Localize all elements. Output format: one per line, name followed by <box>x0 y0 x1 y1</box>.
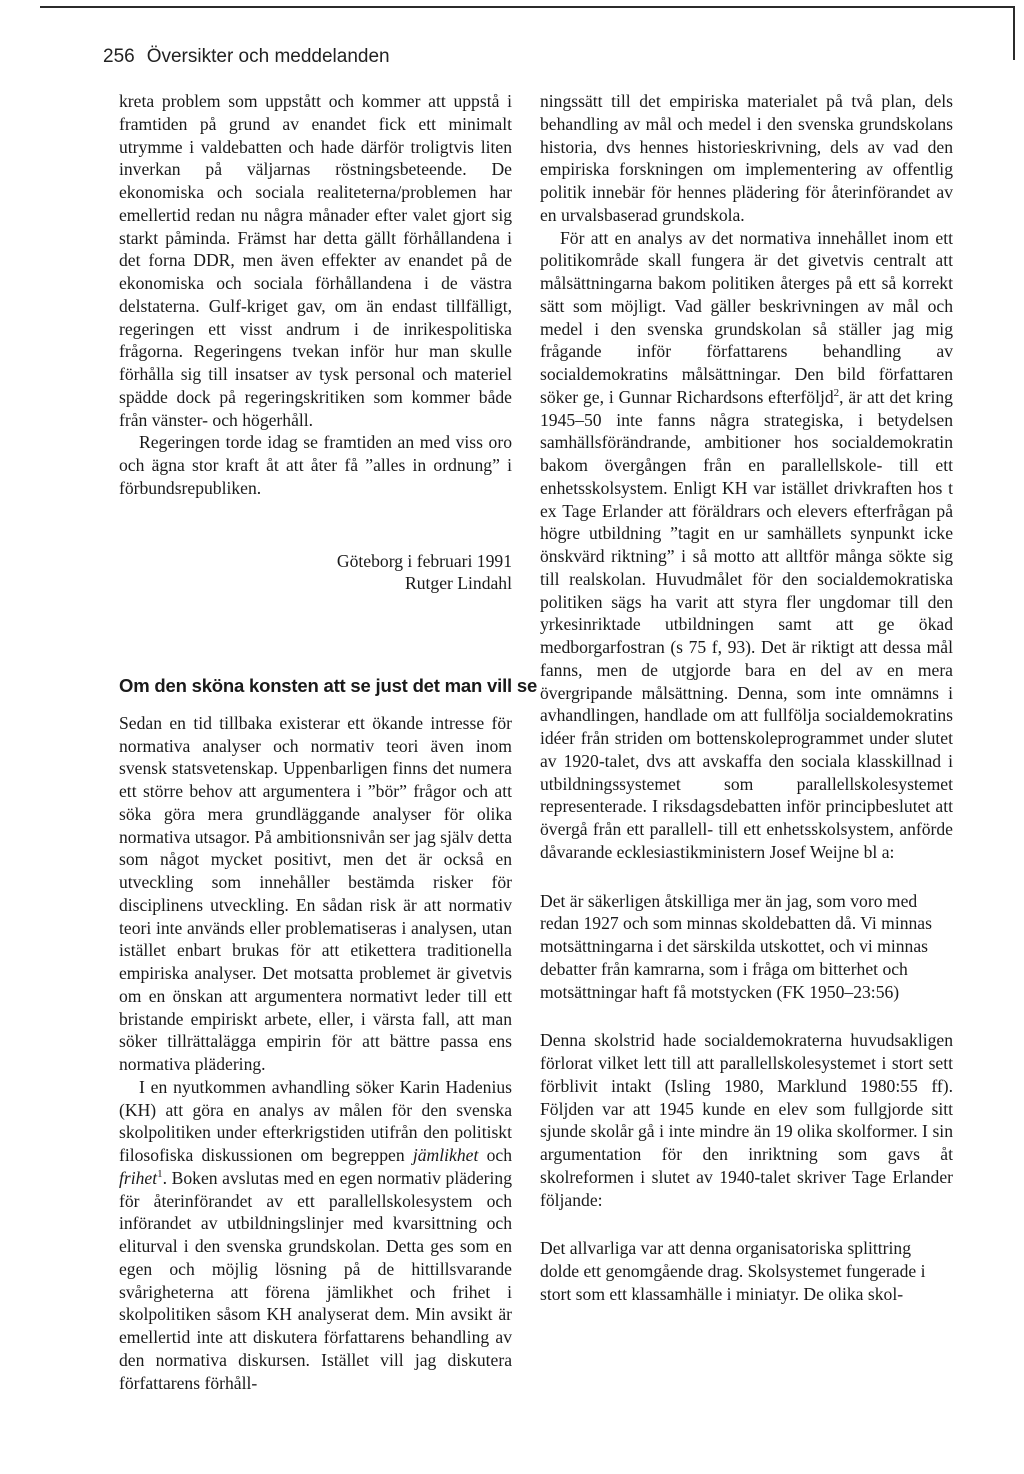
block-quote-1: Det är säkerligen åtskilliga mer än jag, som voro med redan 1927 och som minnas skoldebatten då. Vi minnas motsättningarna i det särskilda utskottet, och vi minnas debatter från kamrarna, som i fråga om bitterhet och motsättningar haft få motstycken (FK 1950–23:56) <box>540 890 932 1002</box>
right-paragraph-1: ningssätt till det empiriska materialet på två plan, dels behandling av mål och medel i den svenska grundskolans historia, dvs hennes historieskrivning, dels av vad den empiriska forskningen om implementering av offentlig politik innebär för hennes plädering för återinförandet av en urvalsbaserad grundskola. <box>540 91 953 225</box>
left-column <box>119 90 538 1394</box>
text-run: , är att det kring 1945–50 inte fanns några strategiska, i betydelsen samhällsförändrande, ambitioner hos socialdemokratin bakom övergången från en parallellskole- till ett enhetsskolsystem. Enligt KH var istället drivkraften hos t ex Tage Erlander att föräldrars och elevers efterfrågan på högre utbildning ”tagit en ur samhällets synpunkt icke önskvärd riktning” i så motto att alltför många sökte sig till realskolan. Huvudmålet för den socialdemokratiska politiken sägs ha varit att styra fler ungdomar till den yrkesinriktade utbildningen samt att ge ökad medborgarfostran (s 75 f, 93). Det är riktigt att dessa mål fanns, men de utgjorde bara en del av en mera övergripande målsättning. Denna, som inte omnämns i avhandlingen, handlade om att fullfölja socialdemokratins idéer från striden om bottenskoleprogrammet under slutet av 1920-talet, dvs att avskaffa den sociala klasskillnad i utbildningssystemet som parallellskolesystemet representerade. I riksdagsdebatten inför principbeslutet att övergå från ett parallell- till ett enhetsskolsystem, anförde dåvarande ecklesiastikministern Josef Weijne bl a: <box>540 386 953 862</box>
spacer <box>540 1211 953 1237</box>
signoff-author: Rutger Lindahl <box>404 573 512 594</box>
signoff <box>119 550 512 596</box>
section-title: Översikter och meddelanden <box>146 46 390 67</box>
left-paragraph-4 <box>119 1076 512 1395</box>
footnote-marker-2: 2 <box>833 386 840 399</box>
right-paragraph-2 <box>540 227 953 864</box>
text-run: . Boken avslutas med en egen normativ plädering för återinförandet av ett parallellskolesystem och införandet av utbildningslinjer med kvarsittning och eliturval i den svenska grundskolan. Detta ges som en egen och möjlig lösning på de hittillsvarande svårigheterna att förena jämlikhet och frihet i skolpolitiken såsom KH analyserat dem. Min avsikt är emellertid inte att diskutera författarens behandling av den normativa diskursen. Istället vill jag diskutera författarens förhåll- <box>119 1167 512 1393</box>
left-paragraph-3: Sedan en tid tillbaka existerar ett ökande intresse för normativa analyser och normativ teori även inom svensk statsvetenskap. Uppenbarligen finns det numera ett större behov att argumentera i ”bör” frågor och att söka göra mera grundläggande analyser för olika normativa utsagor. På ambitionsnivån ser jag själv detta som något mycket positivt, men det är också en utveckling som innehåller bestämda risker för disciplinens utveckling. En sådan risk är att normativ teori inte används eller problematiseras i analysen, utan istället enbart brukas för att etikettera traditionella empiriska analyser. Det motsatta problemet är givetvis om en önskan att argumentera normativt leder till ett bristande empiriskt arbete, eller, i värsta fall, att man söker tillrättalägga empirin för att bättre passa ens normativa plädering. <box>119 712 512 1074</box>
right-column <box>540 90 953 1306</box>
left-paragraph-2: Regeringen torde idag se framtiden an med viss oro och ägna stor kraft åt att åter få ”alles in ordnung” i förbundsrepubliken. <box>119 432 512 498</box>
page-number: 256 <box>103 46 135 67</box>
top-rule <box>40 6 1015 8</box>
spacer <box>540 1003 953 1029</box>
spacer <box>540 864 953 890</box>
signoff-place-date: Göteborg i februari 1991 <box>336 550 512 571</box>
left-paragraph-1: kreta problem som uppstått och kommer att uppstå i framtiden på grund av enandet fick ett minimalt utrymme i valdebatten och hade därför troligtvis liten inverkan på väljarnas röstningsbeteende. De ekonomiska och sociala realiteterna/problemen har emellertid redan nu några månader efter valet gjort sig starkt påminda. Främst har detta gällt förhållandena i det forna DDR, men även effekter av enandet på de ekonomiska och sociala förhållandena i de västra delstaterna. Gulf-kriget gav, om än endast tillfälligt, regeringen ett visst andrum i de inrikespolitiska frågorna. Regeringens tvekan inför hur man skulle förhålla sig till insatser av tysk personal och materiel spädde dock på regeringskritiken som kommer både från vänster- och högerhåll. <box>119 91 512 430</box>
right-edge-rule <box>1013 6 1015 60</box>
text-run: För att en analys av det normativa innehållet inom ett politikområde skall fungera är det givetvis centralt att målsättningarna bakom politiken återges på ett så korrekt sätt som möjligt. Vad gäller beskrivningen av mål och medel i den svenska grundskolan så ställer jag mig frågande inför författarens behandling av socialdemokratins målsättningar. Den bild författaren söker ge, i Gunnar Richardsons efterföljd <box>540 227 953 407</box>
footnote-marker-1: 1 <box>157 1167 163 1180</box>
term-frihet: frihet <box>119 1167 158 1188</box>
term-jamlikhet: jämlikhet <box>412 1145 479 1165</box>
text-run: och <box>478 1145 512 1165</box>
block-quote-2: Det allvarliga var att denna organisatoriska splittring dolde ett genomgående drag. Skolsystemet fungerade i stort som ett klassamhälle i miniatyr. De olika skol- <box>540 1238 926 1304</box>
right-paragraph-3: Denna skolstrid hade socialdemokraterna huvudsakligen förlorat vilket lett till att parallellskolesystemet i stort sett förblivit intakt (Isling 1980, Marklund 1980:55 ff). Följden var att 1945 kunde en elev som fullgjorde sitt sjunde skolår gå i inte mindre än 19 olika skolformer. I sin argumentation för den inriktning som gavs åt skolreformen i slutet av 1940-talet skriver Tage Erlander följande: <box>540 1030 953 1210</box>
text-run: I en nyutkommen avhandling söker Karin Hadenius (KH) att göra en analys av målen för den svenska skolpolitiken under efterkrigstiden utifrån den politiskt filosofiska diskussionen om begreppen <box>119 1076 512 1165</box>
running-head <box>103 46 390 68</box>
article-title: Om den sköna konsten att se just det man vill se <box>119 675 538 696</box>
